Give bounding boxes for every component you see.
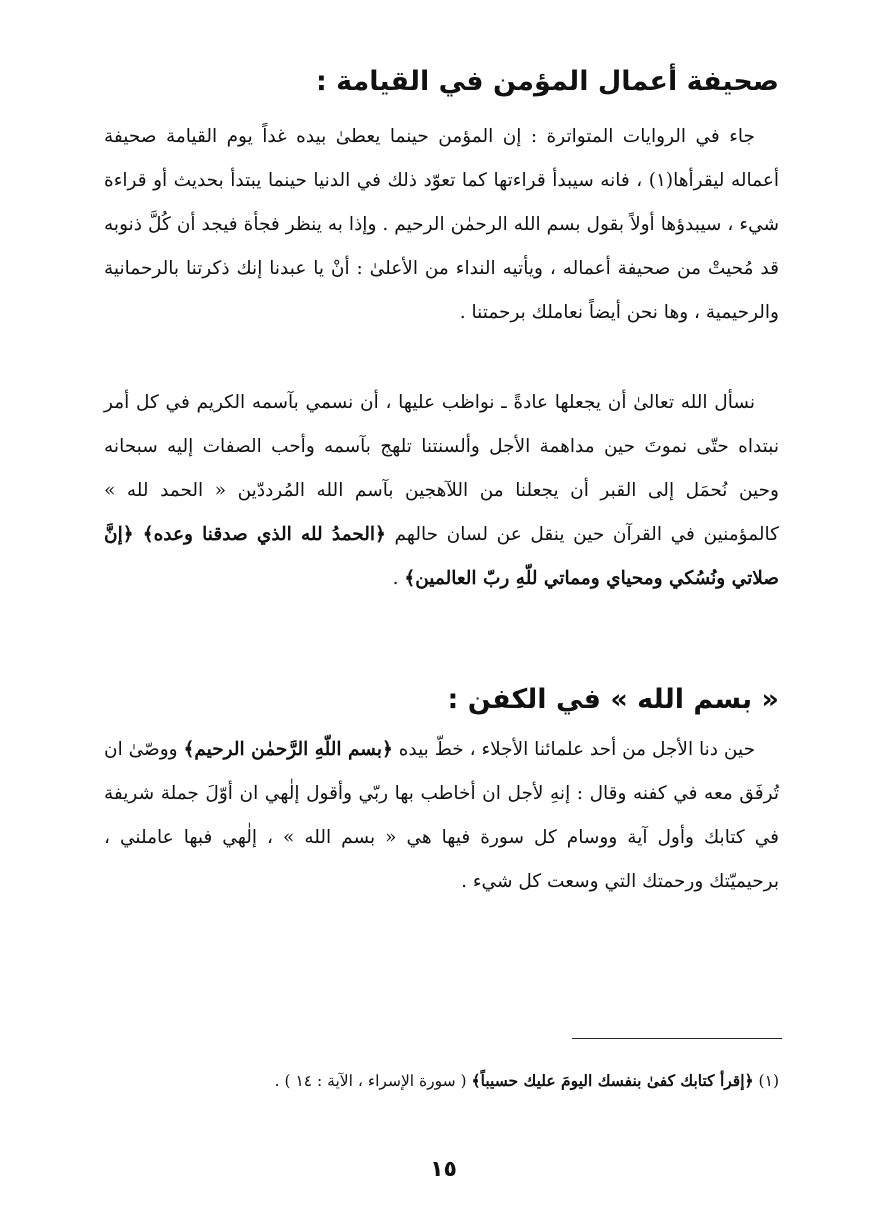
paragraph-text: حين دنا الأجل من أحد علمائنا الأجلاء ، خطّ بيده (392, 739, 756, 760)
quran-quote: ﴿بسم اللّهِ الرَّحمٰن الرحيم﴾ (183, 739, 393, 760)
footnote-separator (572, 1038, 782, 1039)
section-heading-deeds-record: صحيفة أعمال المؤمن في القيامة : (315, 66, 779, 97)
section-heading-basmala-shroud: « بسم الله » في الكفن : (447, 684, 779, 715)
paragraph-basmala-habit (104, 381, 779, 601)
paragraph-deeds-record: جاء في الروايات المتواترة : إن المؤمن حينما يعطىٰ بيده غداً يوم القيامة صحيفة أعماله ليقرأها(١) ، فانه سيبدأ قراءتها كما تعوّد ذلك في الدنيا حينما يبتدأ بحديث أو قراءة شيء ، سيبدؤها أولاً بقول بسم الله الرحمٰن الرحيم . وإذا به ينظر فجأة فيجد أن كُلَّ ذنوبه قد مُحيتْ من صحيفة أعماله ، ويأتيه النداء من الأعلىٰ : أنْ يا عبدنا إنك ذكرتنا بالرحمانية والرحيمية ، وها نحن أيضاً نعاملك برحمتنا . (104, 126, 780, 323)
footnote-quote: ﴿إقرأ كتابك كفىٰ بنفسك اليومَ عليك حسيباً﴾ (471, 1071, 754, 1090)
paragraph-basmala-shroud (104, 728, 779, 904)
paragraph-end: . (392, 568, 405, 589)
paragraph-text: نسأل الله تعالىٰ أن يجعلها عادةً ـ نواظب عليها ، أن نسمي بآسمه الكريم في كل أمر نبتداه حتّى نموتَ حين مداهمة الأجل وألسنتنا تلهج بآسمه وأحب الصفات إليه سبحانه وحين نُحمَل إلى القبر أن يجعلنا من اللآهجين بآسم الله المُرددّين « الحمد لله » كالمؤمنين في القرآن حين ينقل عن لسان حالهم (104, 392, 779, 545)
paragraph-end: ووصّىٰ ان تُرفَق معه في كفنه وقال : إنهِ لأجل ان أخاطب بها ربّي وأقول إلٰهي ان أوّلَ جملة شريفة في كتابك وأول آية ووسام كل سورة فيها هي « بسم الله » ، إلٰهي فبها عاملني ، برحيميّتك ورحمتك التي وسعت كل شيء . (104, 739, 779, 892)
quran-quote: ﴿الحمدُ لله الذي صدقنا وعده﴾ ﴿إنَّ صلاتي ونُسُكي ومحياي ومماتي للّهِ ربّ العالمين﴾ (104, 524, 779, 589)
page-number: ١٥ (430, 1157, 457, 1182)
footnote (120, 1066, 779, 1096)
footnote-marker: (١) (758, 1072, 779, 1090)
footnote-source: ( سورة الإسراء ، الآية : ١٤ ) . (274, 1072, 467, 1090)
